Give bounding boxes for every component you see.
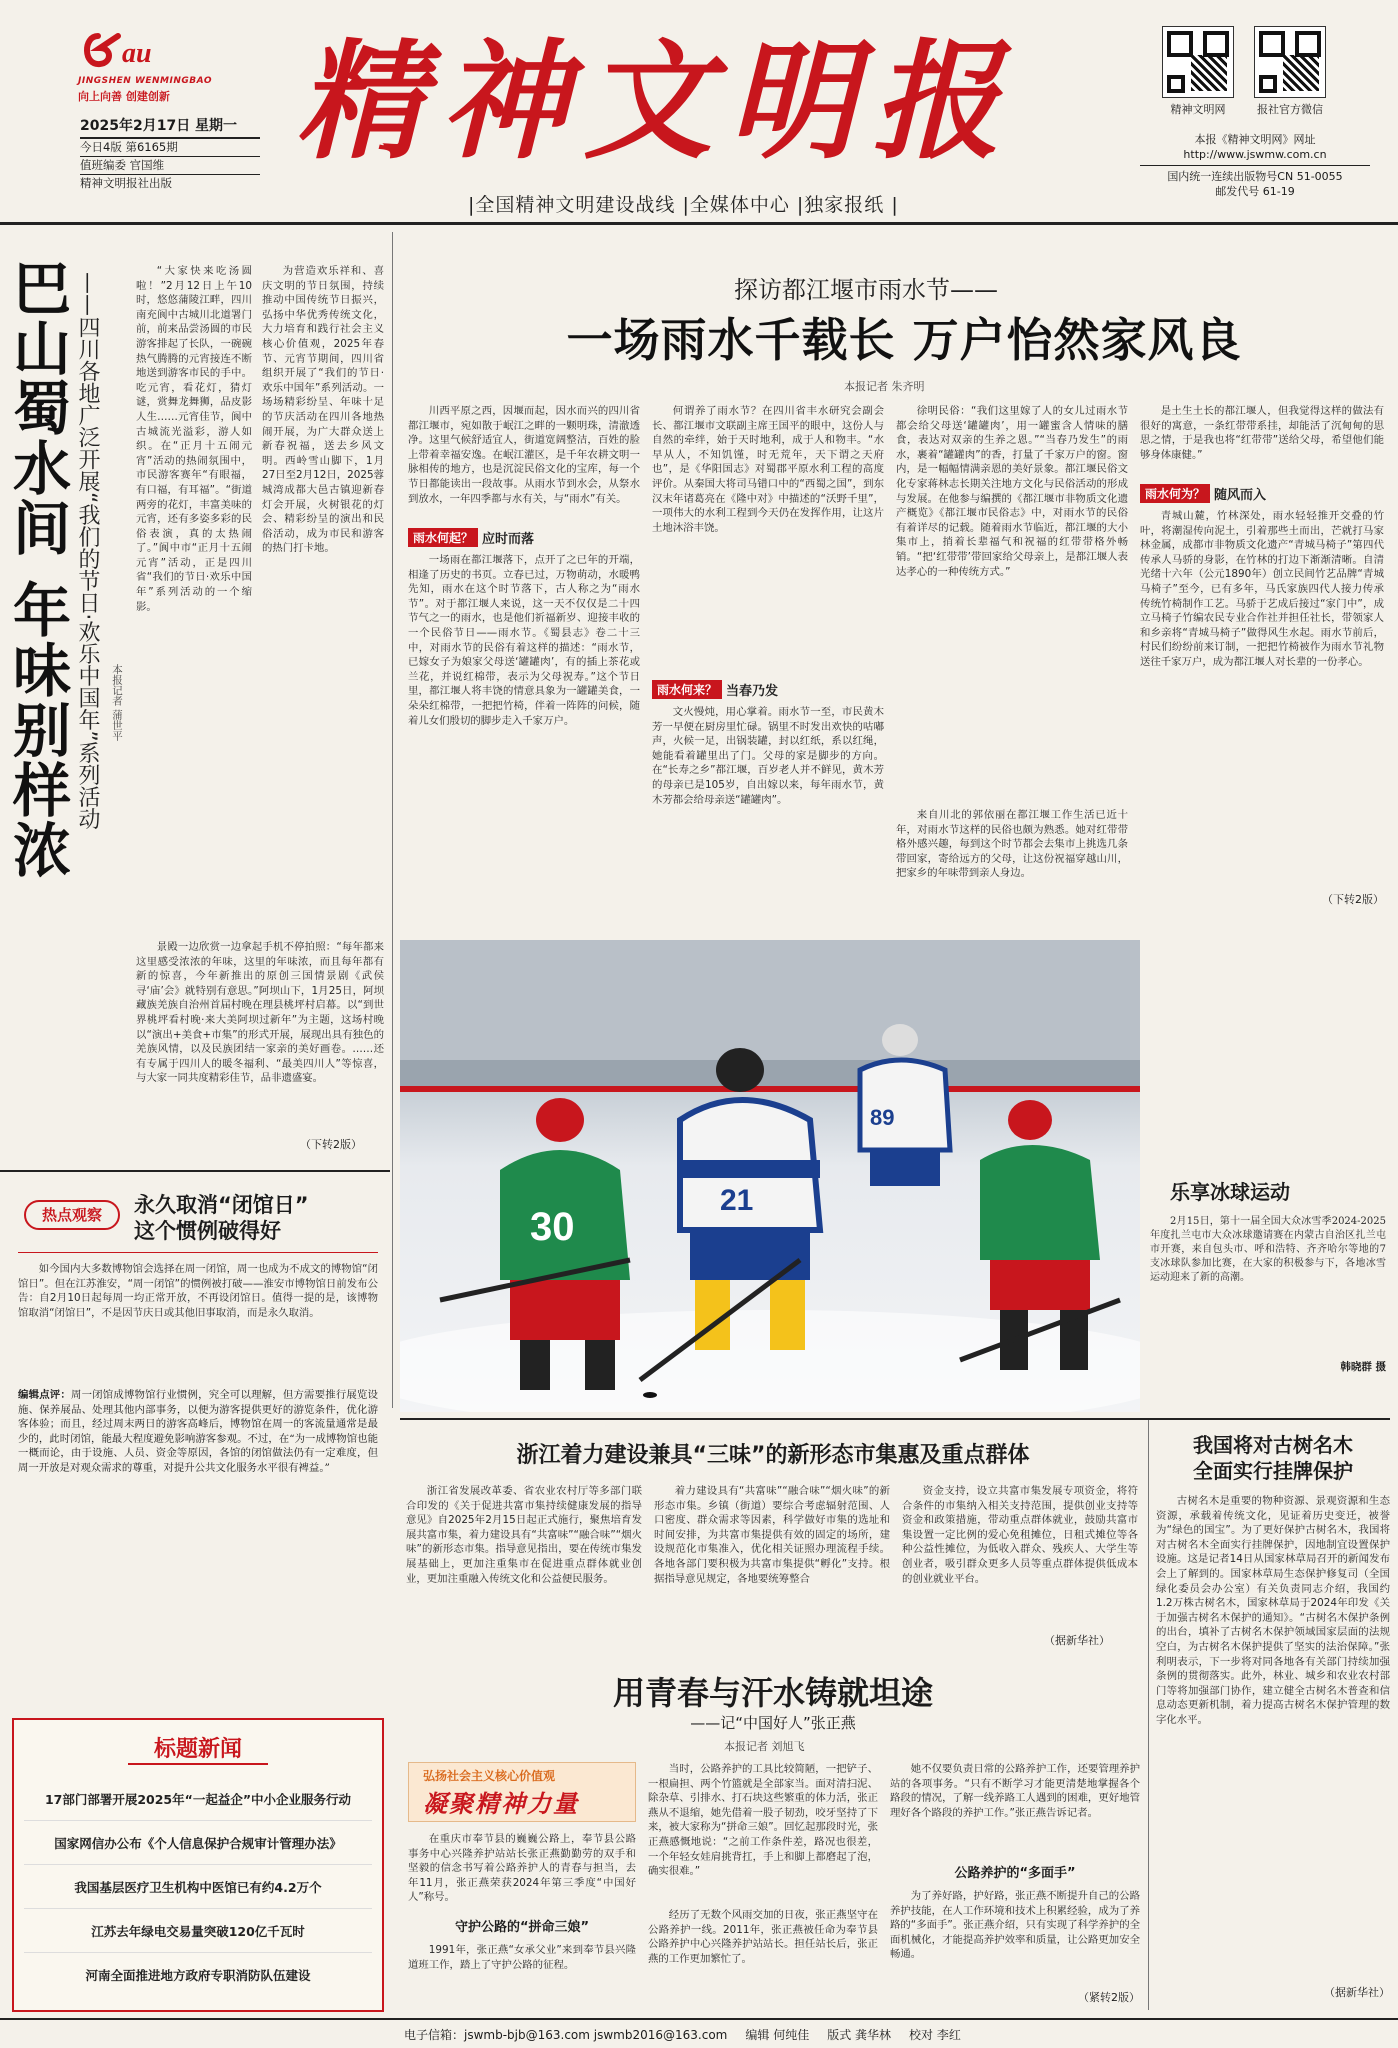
- lead-col4b-text: 青城山麓，竹林深处，雨水轻轻推开交叠的竹叶，将潮湿传向泥土，引着那些土而出，芒就打马家林金属，成都市非物质文化遗产“青城马椅子”第四代传承人马骄的身影，在竹林的打边下渐渐清晰。自清光绪十六年（公元1890年）创立民间竹艺品牌“青城马椅子”至今，已有多年，马氏家族四代人接力传承传统竹椅制作工艺。马骄于艺成后接过“家门中”，成立马椅子竹编农民专业合作社并担任社长，带领家人和乡亲将“青城马椅子”做得风生水起。雨水节前后，村民们纷纷前来订制，一把把竹椅被作为雨水节礼物送往千家万户，成为都江堰人对长辈的一份孝心。: [1140, 510, 1384, 668]
- youth-title: 用青春与汗水铸就坦途: [612, 1674, 933, 1712]
- feature-continued: （下转2版）: [300, 1138, 362, 1151]
- lead-story: [404, 232, 1390, 932]
- subhead-tag: 雨水何为？: [1140, 484, 1210, 503]
- core-values-banner: [408, 1762, 636, 1822]
- subhead-text: 应时而落: [482, 532, 535, 547]
- hot-tag: 热点观察: [24, 1200, 120, 1230]
- site-url[interactable]: http://www.jswmw.com.cn: [1140, 147, 1370, 166]
- youth-col2b-text: 经历了无数个风雨交加的日夜，张正燕坚守在公路养护一线。2011年，张正燕被任命为奉节县公路养护中心兴隆养护站站长。担任站长后，张正燕的工作更加繁忙了。: [648, 1909, 878, 1965]
- jersey-number-2: 21: [720, 1184, 754, 1217]
- trees-title-line2: 全面实行挂牌保护: [1193, 1459, 1353, 1483]
- qr-wechat: [1254, 26, 1326, 117]
- photo-bottom-rule: [400, 1418, 1390, 1420]
- issn: 国内统一连续出版物号CN 51-0055: [1167, 170, 1343, 183]
- youth-subtitle: ——记“中国好人”张正燕: [690, 1714, 856, 1732]
- lead-headline: 一场雨水千载长 万户怡然家风良: [566, 313, 1242, 367]
- footer-editor: 编辑 何纯佳: [745, 2027, 810, 2042]
- youth-subhead-2: 公路养护的“多面手”: [954, 1866, 1076, 1881]
- issue-date: 2025年2月17日 星期一: [80, 118, 260, 139]
- left-feature: [0, 232, 388, 1168]
- site-info: [1140, 132, 1370, 199]
- headline-news-list: [14, 1771, 382, 2003]
- trees-title: [1156, 1432, 1390, 1484]
- photo-caption-title: 乐享冰球运动: [1170, 1180, 1290, 1204]
- hot-editor-label: 编辑点评：: [18, 1389, 71, 1401]
- youth-col-1: [408, 1832, 636, 2012]
- masthead: [0, 0, 1398, 222]
- lead-subhead-1: [408, 528, 640, 547]
- feature-col-full: 景殿一边欣赏一边拿起手机不停拍照：“每年都来这里感受浓浓的年味，这里的年味浓，而且每年都有新的惊喜，今年新推出的原创三国情景剧《武侯寻‘庙’会》就特别有意思。”阿坝山下，1月25日，阿坝藏族羌族自治州首届村晚在理县桃坪村启幕。以“到世界桃坪看村晚·来大美阿坝过新年”为主题，这场村晚以“演出+美食+市集”的形式开展，展现出具有独色的羌族风情，以及民族团结一家亲的美好画卷。……还有专属于四川人的暖冬福利、“最美四川人”等惊喜，与大家一同共度精彩佳节，品非遗盛宴。: [136, 941, 384, 1085]
- youth-continued: （紧转2版）: [1078, 1991, 1140, 2004]
- subhead-tag: 雨水何来？: [652, 680, 722, 699]
- hockey-photo: [400, 940, 1140, 1412]
- zhejiang-credit: （据新华社）: [1044, 1634, 1110, 1647]
- hot-editor: [18, 1388, 378, 1698]
- feature-bottom-rule: [0, 1170, 390, 1172]
- lead-col-1: [408, 404, 640, 908]
- news-item[interactable]: 河南全面推进地方政府专职消防队伍建设: [85, 1968, 311, 1983]
- svg-text:au: au: [122, 38, 152, 69]
- footer-layout: 版式 龚华林: [827, 2027, 892, 2042]
- qr-code-icon: [1162, 26, 1234, 98]
- banner-top: 弘扬社会主义核心价值观: [423, 1769, 556, 1783]
- youth-subhead-1: 守护公路的“拼命三娘”: [454, 1920, 590, 1935]
- post-code: 邮发代号 61-19: [1215, 185, 1295, 198]
- zhejiang-col-3: 资金支持，设立共富市集发展专项资金，将符合条件的市集纳入相关支持范围，提供创业支持等资金和政策措施，带动重点群体就业，鼓励共富市集设置一定比例的爱心免租摊位，日租式摊位等各种公益性摊位，为低收入群众、残疾人、大学生等创业者，吸引群众更多人员等重点群体提供低成本的创业就业平台。: [902, 1485, 1138, 1585]
- qr2-label: 报社官方微信: [1257, 103, 1323, 116]
- hot-editor-text: 周一闭馆成博物馆行业惯例，究全可以理解，但方需要推行展览设施、保养展品、处理其他内部事务，以便为游客提供更好的游览条件，优化游客体验；而且，经过周末两日的游客高峰后，博物馆在周一的客流量通常是最少的，此时闭馆，能最大程度避免影响游客参观。不过，在“为一成博物馆也能一概而论，由于设施、人员、资金等原因，各馆的闭馆做法仍有一定难度，但周一开放是对观众需求的尊重，对提升公共文化服务水平很有裨益。”: [18, 1389, 378, 1474]
- footer: [0, 2024, 1398, 2044]
- trees-credit: （据新华社）: [1324, 1986, 1390, 1999]
- site-label: 本报《精神文明网》网址: [1194, 133, 1316, 146]
- jersey-number-1: 30: [530, 1205, 575, 1249]
- duty-editor: 值班编委 官国维: [80, 157, 260, 175]
- hot-title-line1: 永久取消“闭馆日”: [134, 1193, 309, 1217]
- youth-col1-text: 在重庆市奉节县的巍巍公路上，奉节县公路事务中心兴隆养护站站长张正燕勤勤劳的双手和坚毅的信念书写着公路养护人的青春与担当，去年11月，张正燕荣获2024年第三季度“中国好人”称号。: [408, 1833, 636, 1904]
- feature-main-title: 巴山蜀水间 年味别样浓: [3, 258, 71, 881]
- zhejiang-story: [404, 1428, 1142, 1654]
- lead-col1b-text: 一场雨在都江堰落下，点开了之已年的开端，相逢了历史的书页。立春已过，万物萌动，水暖鸭先知，雨水在这个时节落下，古人称之为“雨水节”。对于都江堰人来说，这一天不仅仅是二十四节气之一的雨水，也是他们祈福新岁、迎接丰收的一个民俗节日——雨水节。《蜀县志》卷二十三中，对雨水节的民俗有着这样的描述：“雨水节，已嫁女子为娘家父母送‘罐罐肉’，有的插上茶花或兰花，并说红棉带，表示为父母祝寿。”这个节日里，都江堰人将丰饶的情意具象为一罐罐美食，一朵朵红棉带，一把把竹椅，伴着一阵阵的问候，随着儿女们殷切的脚步走入千家万户。: [408, 554, 640, 727]
- banner-main: 凝聚精神力量: [423, 1790, 579, 1818]
- lead-continued: （下转2版）: [1322, 893, 1384, 906]
- hot-title: [134, 1192, 309, 1244]
- footer-email: 电子信箱：jswmb-bjb@163.com jswmb2016@163.com: [404, 2027, 728, 2042]
- youth-col3-text: 她不仅要负责日常的公路养护工作，还要管理养护站的各项事务。“只有不断学习才能更清楚地掌握各个路段的情况，了解一线养路工人遇到的困难，更好地管理好各个路段的养护工作。”张正燕告诉记者。: [890, 1763, 1140, 1819]
- lead-col4-text: 是土生土长的都江堰人，但我觉得这样的做法有很好的寓意，一条红带带系挂，却能活了沉甸甸的思思之情，于是我也将“红带带”送给父母，希望他们能够身体康健。”: [1140, 405, 1384, 461]
- qr-code-icon: [1254, 26, 1326, 98]
- headline-news-title: 标题新闻: [128, 1732, 268, 1765]
- masthead-rule: [0, 222, 1398, 225]
- trees-title-line1: 我国将对古树名木: [1193, 1433, 1353, 1457]
- hot-title-line2: 这个惯例破得好: [134, 1219, 281, 1243]
- lead-col-3: [896, 404, 1128, 908]
- hot-body: 如今国内大多数博物馆会选择在周一闭馆，周一也成为不成文的博物馆“闭馆日”。但在江苏淮安，“周一闭馆”的惯例被打破——淮安市博物馆日前发布公告：自2月10日起每周一均正常开放，不再设闭馆日。值得一提的是，该博物馆取消“闭馆日”，不是因节庆日或其他旧事取消，而是永久取消。: [18, 1263, 378, 1319]
- newspaper-title: 精神文明报: [296, 27, 1017, 177]
- lead-kicker: 探访都江堰市雨水节——: [734, 276, 998, 304]
- feature-sub-title: ——四川各地广泛开展“我们的节日·欢乐中国年”系列活动: [75, 272, 100, 830]
- issue-edition: 今日4版 第6165期: [80, 139, 260, 157]
- subhead-text: 当春乃发: [726, 684, 779, 699]
- news-item[interactable]: 17部门部署开展2025年“一起益企”中小企业服务行动: [24, 1777, 372, 1821]
- trees-rule: [1148, 1420, 1149, 2010]
- photo-caption: [1150, 1176, 1386, 1412]
- feature-byline: 本报记者 蒲世平: [111, 664, 123, 741]
- photo-credit: 韩晓群 摄: [1340, 1361, 1386, 1373]
- logo-mark: [78, 30, 228, 72]
- qr1-label: 精神文明网: [1170, 103, 1226, 116]
- news-item[interactable]: 国家网信办公布《个人信息保护合规审计管理办法》: [24, 1821, 372, 1865]
- zhejiang-title: 浙江着力建设兼具“三味”的新形态市集惠及重点群体: [516, 1443, 1030, 1468]
- lead-subhead-3: [1140, 484, 1384, 503]
- jersey-number-3: 89: [870, 1105, 895, 1130]
- footer-rule: [0, 2018, 1398, 2020]
- youth-col-3: [890, 1762, 1140, 2012]
- trees-story: [1156, 1428, 1390, 2010]
- trees-body: 古树名木是重要的物种资源、景观资源和生态资源，承载着传统文化，见证着历史变迁，被誉为“绿色的国宝”。为了更好保护古树名木，我国将对古树名木全面实行挂牌保护，因地制宜设置保护设施。这是记者14日从国家林草局召开的新闻发布会上了解到的。国家林草局生态保护修复司（全国绿化委员会办公室）有关负责同志介绍，我国约1.2万株古树名木，国家林草局于2024年印发《关于加强古树名木保护的通知》。“古树名木保护条例的出台，填补了古树名木保护领域国家层面的法规空白，为古树名木保护提供了坚实的法治保障。”张利明表示，下一步将对同各地各有关部门持续加强条例的贯彻落实。此外，林业、城乡和农业农村部门等将加强部门协作，建立健全古树名木普查和信息动态更新机制，着力提高古树名木保护管理的数字化水平。: [1156, 1495, 1390, 1726]
- lead-col3-text: 徐明民俗：“我们这里嫁了人的女儿过雨水节都会给父母送‘罐罐肉’，用一罐蜜含人情味的膳食，表达对双亲的生养之恩。”“当春乃发生”的雨水，裹着“罐罐肉”的香，打量了千家万户的窗。窗内，是一幅幅情满亲恩的美好景象。都江堰民俗文化专家蒋林志长期关注地方文化与民俗活动的形成与发展。在他参与编撰的《都江堰市非物质文化遗产概览》《都江堰市民俗志》中，对雨水节的民俗有着详尽的记载。随着雨水节临近，都江堰的大小集市上，捎着长辈福气和祝福的红带带格外畅销。“把‘红带带’带回家给父母亲上，是都江堰人表达孝心的一种传统方式。”: [896, 405, 1128, 578]
- youth-col-2: [648, 1762, 878, 2012]
- hot-divider: [18, 1252, 378, 1253]
- lead-col-2: [652, 404, 884, 908]
- news-item[interactable]: 我国基层医疗卫生机构中医馆已有约4.2万个: [24, 1865, 372, 1909]
- headline-news-box: [12, 1718, 384, 2012]
- lead-col2b-text: 文火慢炖，用心掌着。雨水节一至，市民黄木芳一早便在厨房里忙碌。锅里不时发出欢快的咕嘟声，火候一足，出锅装罐，封以红纸，系以红绳，她能看着罐里出了门。父母的家是脚步的方向。在“长寿之乡”都江堰，百岁老人并不鲜见，黄木芳的母亲已是105岁，自出嫁以来，每年雨水节，黄木芳都会给母亲送“罐罐肉”。: [652, 706, 884, 806]
- lead-col3b-text: 来自川北的郭依丽在都江堰工作生活已近十年，对雨水节这样的民俗也颇为熟悉。她对红带带格外感兴趣，每到这个时节都会去集市上挑选几条带回家，寄给远方的父母，让这份祝福穿越山川，把家乡的年味带到亲人身边。: [896, 809, 1128, 880]
- zhejiang-col-2: 着力建设具有“共富味”“融合味”“烟火味”的新形态市集。乡镇（街道）要综合考虑辐射范围、人口密度、群众需求等因素，科学做好市集的选址和时间安排，为共富市集提供有效的固定的场所，建设规范化市集准入，优化相关证照办理流程手续。各地各部门要积极为共富市集提供“孵化”支持。根据指导意见规定，各地要统筹整合: [654, 1485, 890, 1585]
- feature-col-b: 为营造欢乐祥和、喜庆文明的节日氛围，持续推动中国传统节日振兴，弘扬中华优秀传统文化，大力培育和践行社会主义核心价值观，2025年春节、元宵节期间，四川省组织开展了“我们的节日·欢乐中国年”系列活动。一场场精彩纷呈、年味十足的节庆活动在四川各地热闹开展，为广大群众送上新春祝福，送去乡风文明。西岭雪山脚下，1月27日至2月12日，2025蓉城湾成都大邑古镇迎新春灯会开展，火树银花的灯会、精彩纷呈的演出和民俗活动，成为市民和游客的热门打卡地。: [262, 265, 384, 555]
- youth-byline: 本报记者 刘旭飞: [724, 1740, 805, 1753]
- lead-byline: 本报记者 朱齐明: [844, 380, 925, 393]
- subhead-tag: 雨水何起？: [408, 528, 478, 547]
- publisher: 精神文明报社出版: [80, 176, 172, 190]
- lead-col1-text: 川西平原之西，因堰而起，因水而兴的四川省都江堰市，宛如散于岷江之畔的一颗明珠，清澈透净。这里气候舒适宜人，街道宽阔整洁，百姓的脸上带着幸福安逸。在岷江灌区，是千年农耕文明一脉相传的地方，也是沉淀民俗文化的宝库，每一个节日都能读出一段故事。从雨水节到水会，从祭水到放水，一年四季都与水有关，与“雨水”有关。: [408, 405, 640, 505]
- date-block: [80, 118, 260, 192]
- youth-col2-text: 当时，公路养护的工具比较简陋，一把铲子、一根扁担、两个竹篮就是全部家当。面对清扫泥、除杂草、引排水、打石块这些繁重的体力活，张正燕从不退缩，她先借着一股子韧劲，咬牙坚持了下来，被大家称为“拼命三娘”。回忆起那段时光，张正燕感慨地说：“之前工作条件差，路况也很差，一个年轻女娃肩挑背扛，手上和脚上都磨起了泡，确实很难。”: [648, 1763, 878, 1878]
- lead-col-4: [1140, 404, 1384, 908]
- photo-illustration: [400, 940, 1140, 1412]
- news-item[interactable]: 江苏去年绿电交易量突破120亿千瓦时: [24, 1909, 372, 1953]
- youth-col1b-text: 1991年，张正燕“女承父业”来到奉节县兴隆道班工作，踏上了守护公路的征程。: [408, 1944, 636, 1971]
- lead-col2-text: 何谓养了雨水节？在四川省丰水研究会副会长、都江堰市文联副主席王国平的眼中，这份人与自然的牵绊，始于天时地利，成于人和物丰。“水早从人，不知饥馑，时无荒年，天下谓之天府也”，是《华阳国志》对蜀郡平原水利工程的高度评价。从秦国大将司马错口中的“西蜀之国”，到东汉末年诸葛亮在《隆中对》中描述的“沃野千里”，一项伟大的水利工程到今天仍在发挥作用，让这片土地沐浴丰饶。: [652, 405, 884, 534]
- logo-line1: JINGSHEN WENMINGBAO: [78, 76, 212, 86]
- zhejiang-col-1: 浙江省发展改革委、省农业农村厅等多部门联合印发的《关于促进共富市集持续健康发展的指导意见》自2025年2月15日起正式施行，聚焦培育发展共富市集，着力建设具有“共富味”“融合味”“烟火味”的新形态市集。指导意见指出，要在传统市集发展基础上，更加注重集市在促进重点群体就业创业，更加注重融入传统文化和公益便民服务。: [406, 1485, 642, 1585]
- youth-col3b-text: 为了养好路，护好路，张正燕不断提升自己的公路养护技能，在人工作环境和技术上积累经验，成为了养路的“多面手”。张正燕介绍，只有实现了科学养护的全面机械化，才能提高养护效率和质量，让公路更加安全畅通。: [890, 1890, 1140, 1961]
- masthead-nav: |全国精神文明建设战线 |全媒体中心 |独家报纸 |: [468, 194, 899, 216]
- logo-line2: 向上向善 创建创新: [78, 90, 170, 103]
- lead-subhead-2: [652, 680, 884, 699]
- qr-website: [1162, 26, 1234, 117]
- hot-commentary: [0, 1180, 388, 1708]
- footer-proof: 校对 李红: [909, 2027, 961, 2042]
- logo: [78, 30, 228, 103]
- feature-col-a: “大家快来吃汤圆啦！”2月12日上午10时，悠悠蒲陵江畔，四川南充阆中古城川北道署门前，前来品尝汤圆的市民游客排起了长队，一碗碗热气腾腾的元宵接连不断地送到游客市民的手中。吃元宵，看花灯，猜灯谜，赏舞龙舞狮，品皮影人生……元宵佳节，阆中古城流光溢彩，游人如织。在“正月十五闹元宵”活动的热闹氛围中，市民游客赛年“有眼福，有口福，有耳福”。“街道两旁的花灯，丰富美味的元宵，还有多姿多彩的民俗表演，真的太热闹了。”阆中市“正月十五闹元宵”活动，正是四川省“我们的节日·欢乐中国年”系列活动的一个缩影。: [136, 265, 252, 613]
- youth-story: [404, 1660, 1142, 2016]
- photo-caption-text: 2月15日，第十一届全国大众冰雪季2024-2025年度扎兰屯市大众冰球邀请赛在内蒙古自治区扎兰屯市开赛，来自包头市、呼和浩特、齐齐哈尔等地的7支冰球队参加比赛，在大家的积极参与下，各地冰雪运动迎来了新的高潮。: [1150, 1216, 1386, 1283]
- column-rule: [392, 232, 393, 1408]
- subhead-text: 随风而入: [1214, 488, 1267, 503]
